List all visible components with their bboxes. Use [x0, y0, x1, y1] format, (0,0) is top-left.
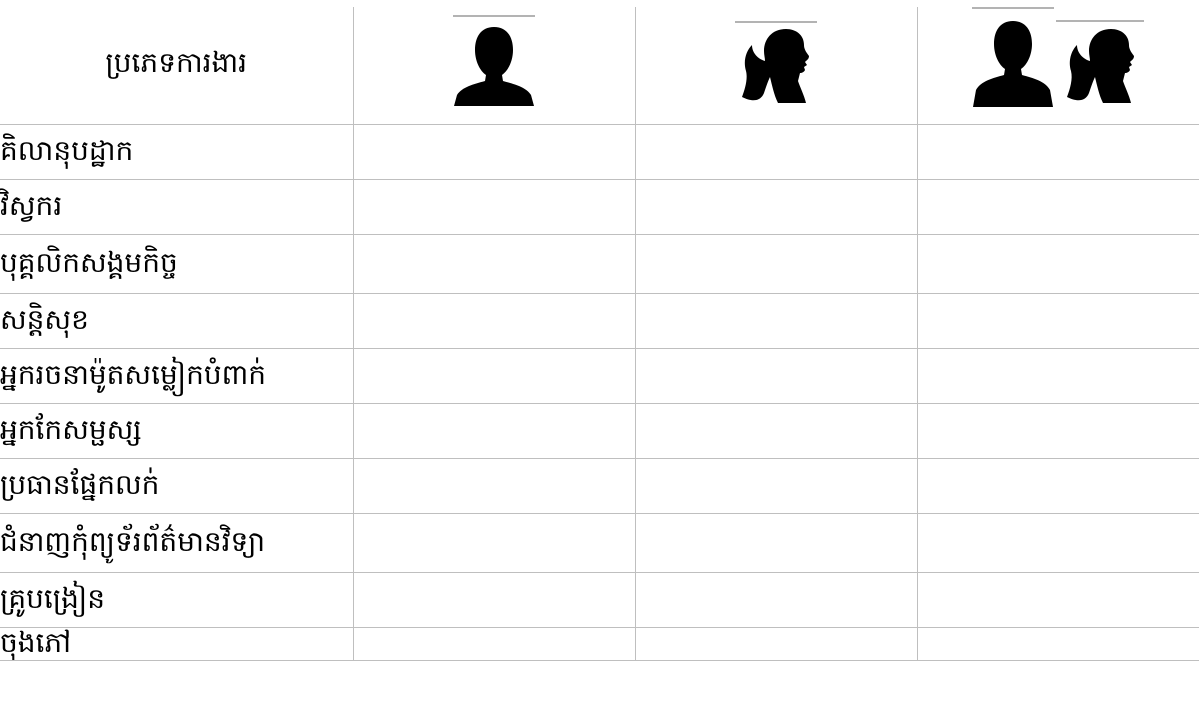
male-checkbox-cell[interactable] [353, 572, 635, 627]
job-name-cell: គិលានុបដ្ឋាក [0, 124, 353, 179]
table-row [0, 403, 1199, 458]
table-row [0, 572, 1199, 627]
both-checkbox-cell[interactable] [917, 293, 1199, 348]
job-name-cell: ចុងភៅ [0, 627, 353, 660]
both-genders-column-header [917, 7, 1199, 124]
table-row [0, 234, 1199, 293]
table-row [0, 179, 1199, 234]
job-type-header: ប្រភេទការងារ [0, 7, 353, 124]
male-checkbox-cell[interactable] [353, 124, 635, 179]
male-checkbox-cell[interactable] [353, 293, 635, 348]
both-checkbox-cell[interactable] [917, 572, 1199, 627]
female-checkbox-cell[interactable] [635, 513, 917, 572]
female-checkbox-cell[interactable] [635, 458, 917, 513]
job-name-cell: សន្តិសុខ [0, 293, 353, 348]
both-checkbox-cell[interactable] [917, 513, 1199, 572]
female-checkbox-cell[interactable] [635, 234, 917, 293]
table-row [0, 124, 1199, 179]
both-checkbox-cell[interactable] [917, 458, 1199, 513]
job-name-cell: ជំនាញកុំព្យូទ័រព័ត៌មានវិទ្យា [0, 513, 353, 572]
female-checkbox-cell[interactable] [635, 124, 917, 179]
female-column-header [635, 7, 917, 124]
female-checkbox-cell[interactable] [635, 572, 917, 627]
table-row [0, 293, 1199, 348]
male-checkbox-cell[interactable] [353, 458, 635, 513]
table-row [0, 458, 1199, 513]
job-name-cell: ប្រធានផ្នែកលក់ [0, 458, 353, 513]
female-checkbox-cell[interactable] [635, 179, 917, 234]
job-name-cell: វិស្វករ [0, 179, 353, 234]
male-checkbox-cell[interactable] [353, 513, 635, 572]
both-checkbox-cell[interactable] [917, 627, 1199, 660]
male-checkbox-cell[interactable] [353, 179, 635, 234]
both-checkbox-cell[interactable] [917, 124, 1199, 179]
male-silhouette-icon [452, 15, 536, 107]
male-checkbox-cell[interactable] [353, 234, 635, 293]
job-name-cell: គ្រូបង្រៀន [0, 572, 353, 627]
female-checkbox-cell[interactable] [635, 627, 917, 660]
both-checkbox-cell[interactable] [917, 403, 1199, 458]
both-checkbox-cell[interactable] [917, 234, 1199, 293]
female-checkbox-cell[interactable] [635, 348, 917, 403]
table-row [0, 513, 1199, 572]
job-name-cell: បុគ្គលិកសង្គមកិច្ច [0, 234, 353, 293]
table-row [0, 348, 1199, 403]
male-checkbox-cell[interactable] [353, 627, 635, 660]
male-and-female-silhouette-icon [971, 7, 1145, 109]
occupation-gender-table [0, 7, 1199, 661]
job-name-cell: អ្នកកែសម្ផស្ស [0, 403, 353, 458]
male-checkbox-cell[interactable] [353, 348, 635, 403]
female-checkbox-cell[interactable] [635, 293, 917, 348]
job-name-cell: អ្នករចនាម៉ូតសម្លៀកបំពាក់ [0, 348, 353, 403]
table-row [0, 627, 1199, 660]
male-checkbox-cell[interactable] [353, 403, 635, 458]
both-checkbox-cell[interactable] [917, 348, 1199, 403]
table-header-row [0, 7, 1199, 124]
male-column-header [353, 7, 635, 124]
female-checkbox-cell[interactable] [635, 403, 917, 458]
female-silhouette-icon [734, 15, 818, 107]
both-checkbox-cell[interactable] [917, 179, 1199, 234]
